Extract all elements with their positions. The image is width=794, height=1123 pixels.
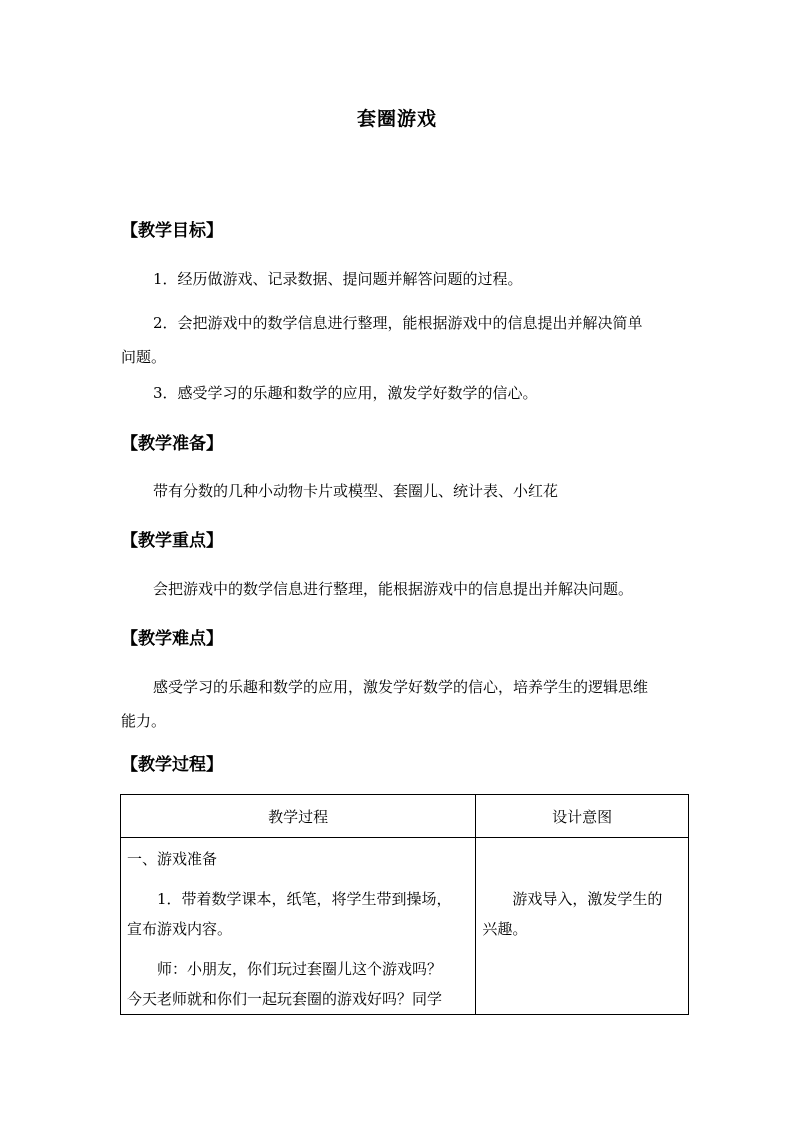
step-p2-line-2: 今天老师就和你们一起玩套圈的游戏好吗？同学 bbox=[127, 990, 443, 1008]
step-p1-line-2: 宣布游戏内容。 bbox=[127, 920, 233, 938]
goal-2-line-1: 2．会把游戏中的数学信息进行整理，能根据游戏中的信息提出并解决简单 bbox=[153, 314, 643, 332]
teaching-process-heading: 【教学过程】 bbox=[121, 755, 223, 775]
difficulty-text bbox=[121, 670, 681, 738]
step-p2-line-1: 师：小朋友，你们玩过套圈儿这个游戏吗？ bbox=[157, 960, 443, 978]
teaching-goals-heading: 【教学目标】 bbox=[121, 221, 223, 241]
process-table bbox=[120, 794, 689, 1015]
step-title: 一、游戏准备 bbox=[127, 850, 218, 868]
step-paragraph-2 bbox=[127, 954, 469, 984]
document-title: 套圈游戏 bbox=[356, 108, 437, 130]
step-p1-line-1: 1．带着数学课本，纸笔，将学生带到操场， bbox=[157, 890, 452, 908]
goal-3-text: 3．感受学习的乐趣和数学的应用，激发学好数学的信心。 bbox=[153, 384, 538, 402]
prep-text bbox=[121, 474, 681, 508]
intent-paragraph bbox=[482, 884, 682, 914]
intent-line-2: 兴趣。 bbox=[482, 920, 528, 938]
table-header-row bbox=[121, 795, 689, 838]
key-text bbox=[121, 572, 681, 606]
goal-1-text: 1．经历做游戏、记录数据、提问题并解答问题的过程。 bbox=[153, 270, 523, 288]
teaching-key-heading: 【教学重点】 bbox=[121, 531, 223, 551]
key-text-line: 会把游戏中的数学信息进行整理，能根据游戏中的信息提出并解决问题。 bbox=[153, 580, 634, 598]
difficulty-line-1: 感受学习的乐趣和数学的应用，激发学好数学的信心，培养学生的逻辑思维 bbox=[153, 678, 649, 696]
col-header-intent: 设计意图 bbox=[476, 795, 689, 838]
process-cell bbox=[121, 838, 476, 1015]
goal-3 bbox=[121, 376, 681, 410]
difficulty-line-2: 能力。 bbox=[121, 712, 167, 730]
step-paragraph-1 bbox=[127, 884, 469, 914]
goal-1 bbox=[121, 262, 681, 296]
teaching-prep-heading: 【教学准备】 bbox=[121, 434, 223, 454]
goal-2 bbox=[121, 306, 681, 374]
teaching-difficulty-heading: 【教学难点】 bbox=[121, 629, 223, 649]
goal-2-line-2: 问题。 bbox=[121, 348, 167, 366]
col-header-process: 教学过程 bbox=[121, 795, 476, 838]
intent-cell bbox=[476, 838, 689, 1015]
prep-text-line: 带有分数的几种小动物卡片或模型、套圈儿、统计表、小红花 bbox=[153, 482, 559, 500]
table-row bbox=[121, 838, 689, 1015]
intent-line-1: 游戏导入，激发学生的 bbox=[512, 890, 663, 908]
